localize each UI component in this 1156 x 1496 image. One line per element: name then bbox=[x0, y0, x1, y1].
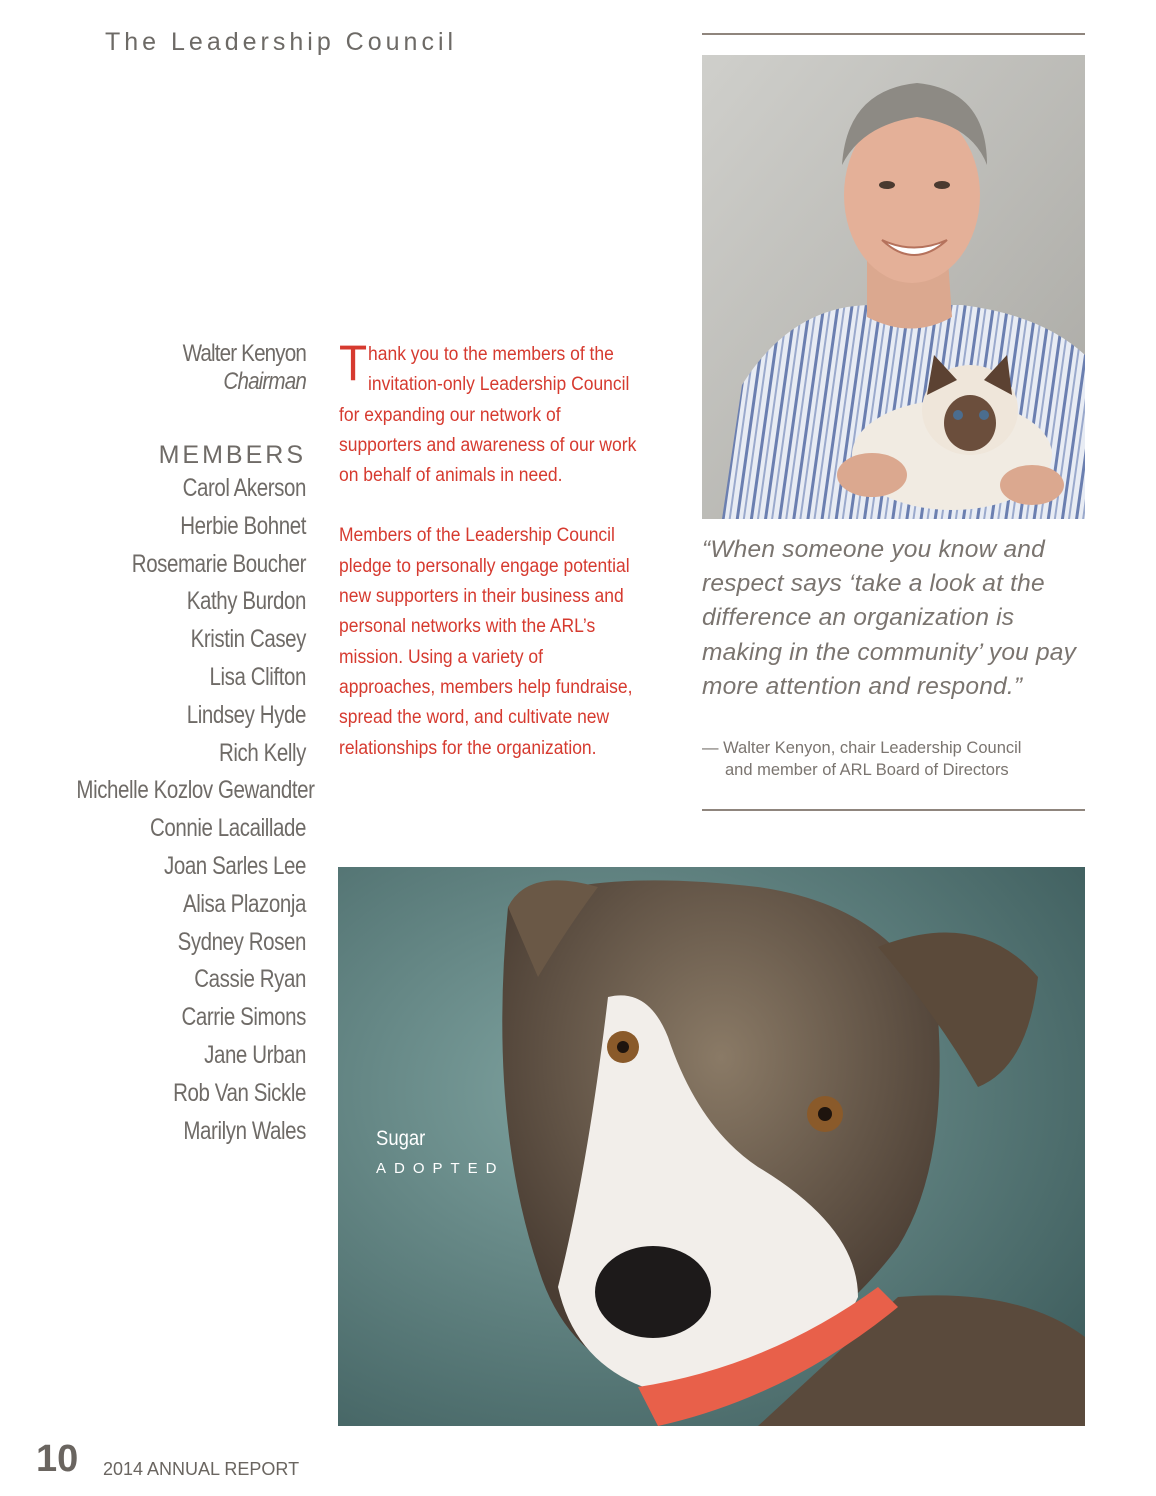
member-name: Connie Lacaillade bbox=[149, 814, 306, 843]
body-copy bbox=[339, 335, 669, 794]
portrait-photo bbox=[702, 55, 1085, 519]
section-title: The Leadership Council bbox=[105, 28, 458, 56]
dog-image bbox=[338, 867, 1085, 1426]
member-name: Carrie Simons bbox=[181, 1003, 306, 1032]
member-name: Rob Van Sickle bbox=[173, 1078, 306, 1107]
member-name: Sydney Rosen bbox=[177, 927, 306, 956]
pull-quote: “When someone you know and respect says ‘take a look at the difference an organization is making in the community’ you pay more attention and respond.” bbox=[702, 536, 1077, 700]
member-name: Alisa Plazonja bbox=[182, 889, 306, 918]
pet-name: Sugar bbox=[376, 1127, 426, 1150]
leadership-roster bbox=[26, 340, 315, 1150]
member-name: Rosemarie Boucher bbox=[131, 549, 306, 578]
pet-photo bbox=[338, 867, 1085, 1426]
bottom-divider bbox=[702, 809, 1085, 811]
member-name: Cassie Ryan bbox=[194, 965, 306, 994]
member-name: Kathy Burdon bbox=[186, 587, 306, 616]
member-name: Lisa Clifton bbox=[209, 662, 306, 691]
member-name: Jane Urban bbox=[204, 1040, 306, 1069]
drop-cap: T bbox=[339, 335, 368, 391]
attribution-line-1: — Walter Kenyon, chair Leadership Council bbox=[702, 739, 1022, 757]
intro-paragraph bbox=[339, 335, 643, 491]
member-name: Carol Akerson bbox=[182, 474, 306, 502]
member-name: Rich Kelly bbox=[218, 738, 306, 767]
chair-name: Walter Kenyon bbox=[182, 340, 306, 367]
member-name: Michelle Kozlov Gewandter bbox=[76, 776, 315, 805]
top-divider bbox=[702, 33, 1085, 35]
pet-status: ADOPTED bbox=[376, 1160, 505, 1177]
member-name: Herbie Bohnet bbox=[180, 511, 306, 540]
member-name: Marilyn Wales bbox=[183, 1116, 306, 1145]
member-name: Joan Sarles Lee bbox=[163, 851, 306, 880]
chair-title: Chairman bbox=[223, 368, 306, 395]
intro-text: hank you to the members of the invitation-only Leadership Council for expanding our network of supporters and awareness of our work on behalf of animals in need. bbox=[339, 344, 637, 487]
member-name: Kristin Casey bbox=[190, 625, 306, 654]
member-name: Lindsey Hyde bbox=[186, 700, 306, 729]
page-number: 10 bbox=[36, 1438, 79, 1480]
members-heading: MEMBERS bbox=[158, 441, 306, 469]
quote-attribution bbox=[702, 737, 1085, 781]
pledge-paragraph: Members of the Leadership Council pledge to personally engage potential new supporters in their business and personal networks with the ARL’s mission. Using a variety of approaches, members help fundraise, spread the word, and cultivate new relationships for the organization. bbox=[339, 525, 633, 759]
report-label: 2014 ANNUAL REPORT bbox=[103, 1459, 300, 1479]
attribution-line-2: and member of ARL Board of Directors bbox=[725, 761, 1009, 779]
man-with-cat-image bbox=[702, 55, 1085, 519]
